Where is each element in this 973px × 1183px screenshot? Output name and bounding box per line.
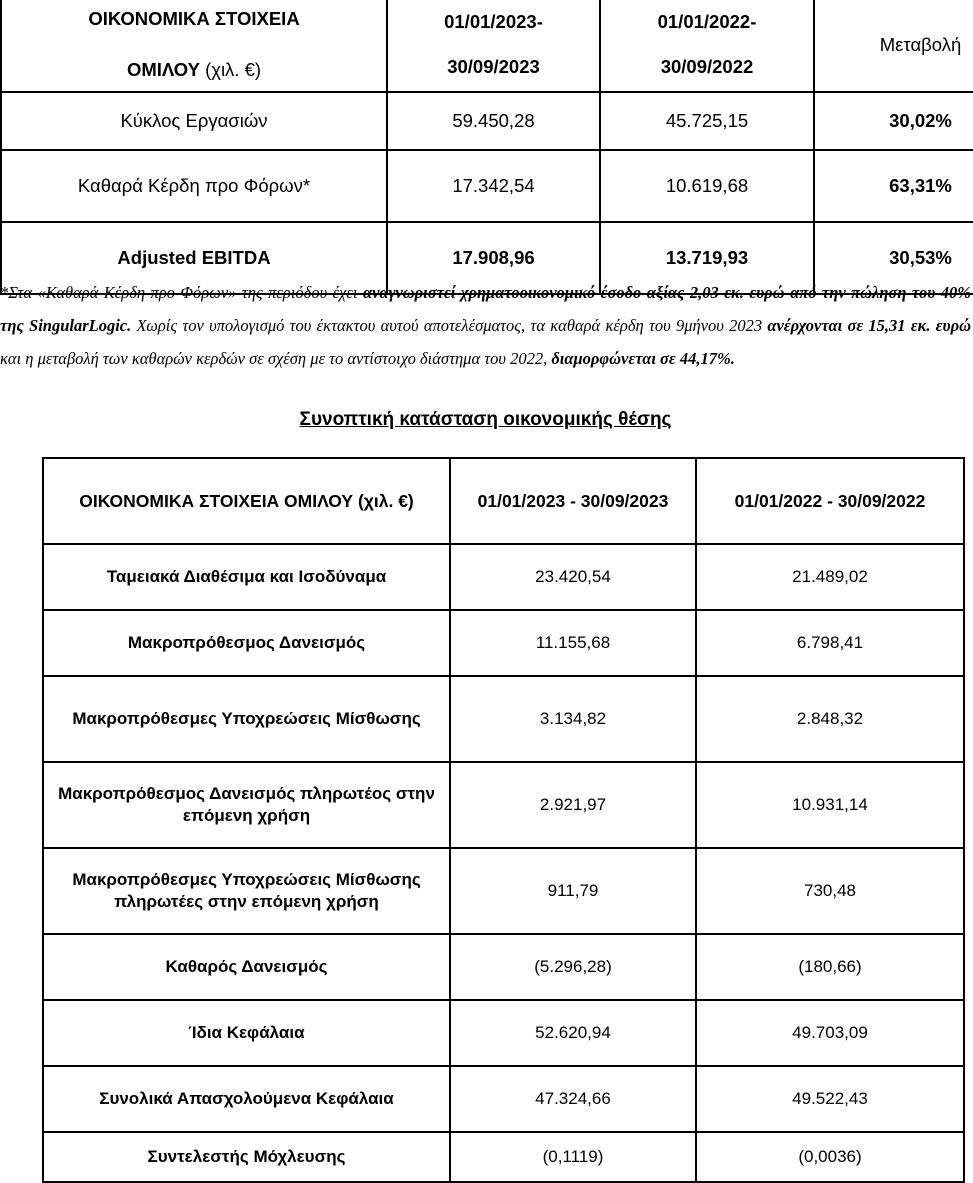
table-row xyxy=(43,848,964,934)
footnote-segment-6-emphasis: διαμορφώνεται σε 44,17%. xyxy=(551,348,735,368)
footnote-segment-3: Χωρίς τον υπολογισμό του έκτακτου αυτού αποτελέσματος, τα καθαρά κέρδη του 9μήνου 2023 xyxy=(131,315,768,335)
cell-value-current: 23.420,54 xyxy=(450,544,696,610)
header-period-current-line2: 30/09/2023 xyxy=(447,56,540,77)
header-cell-metric xyxy=(1,0,387,92)
header-metric-line2 xyxy=(8,57,380,84)
table-row xyxy=(43,762,964,848)
footnote-segment-5: και η μεταβολή των καθαρών κερδών σε σχέση με το αντίστοιχο διάστημα του 2022, xyxy=(0,348,552,368)
header-metric-line1: ΟΙΚΟΝΟΜΙΚΑ ΣΤΟΙΧΕΙΑ xyxy=(88,8,300,30)
cell-value-prior: 49.522,43 xyxy=(696,1066,964,1132)
cell-value-prior: 21.489,02 xyxy=(696,544,964,610)
table-row xyxy=(43,544,964,610)
table-row xyxy=(43,1000,964,1066)
results-summary-table-container xyxy=(0,0,972,295)
cell-value-current: (0,1119) xyxy=(450,1132,696,1182)
cell-value-prior: (180,66) xyxy=(696,934,964,1000)
cell-value-current: 2.921,97 xyxy=(450,762,696,848)
cell-value-current: 911,79 xyxy=(450,848,696,934)
table-row xyxy=(43,676,964,762)
table-row xyxy=(43,1132,964,1182)
cell-value-prior: 45.725,15 xyxy=(600,92,814,150)
cell-value-current: 59.450,28 xyxy=(387,92,600,150)
footnote-segment-2-emphasis: αναγνωριστεί χρηματοοικονομικό έσοδο αξίας 2,03 εκ. ευρώ από την πώληση του 40% της SingularLogic. xyxy=(0,282,972,335)
footnote-paragraph xyxy=(0,276,971,375)
table-row xyxy=(43,934,964,1000)
cell-value-change: 30,53% xyxy=(814,222,973,294)
cell-value-prior: 2.848,32 xyxy=(696,676,964,762)
cell-metric-name: Μακροπρόθεσμες Υποχρεώσεις Μίσθωσης πληρωτέες στην επόμενη χρήση xyxy=(43,848,450,934)
cell-value-prior: 13.719,93 xyxy=(600,222,814,294)
header-cell-period-prior xyxy=(600,0,814,92)
cell-value-current: 52.620,94 xyxy=(450,1000,696,1066)
cell-value-current: 17.908,96 xyxy=(387,222,600,294)
cell-value-prior: 6.798,41 xyxy=(696,610,964,676)
financial-position-table xyxy=(42,457,965,1183)
cell-metric-name: Μακροπρόθεσμος Δανεισμός πληρωτέος στην επόμενη χρήση xyxy=(43,762,450,848)
header-cell-period-current: 01/01/2023 - 30/09/2023 xyxy=(450,458,696,544)
cell-value-prior: 49.703,09 xyxy=(696,1000,964,1066)
cell-metric-name: Ταμειακά Διαθέσιμα και Ισοδύναμα xyxy=(43,544,450,610)
cell-value-prior: 730,48 xyxy=(696,848,964,934)
cell-value-current: 11.155,68 xyxy=(450,610,696,676)
table-header-row xyxy=(1,0,973,92)
table-row xyxy=(43,1066,964,1132)
section-heading: Συνοπτική κατάσταση οικονομικής θέσης xyxy=(299,409,672,430)
footnote-segment-1: *Στα «Καθαρά Κέρδη προ Φόρων» της περιόδου έχει xyxy=(0,282,363,302)
cell-metric-name: Μακροπρόθεσμες Υποχρεώσεις Μίσθωσης xyxy=(43,676,450,762)
cell-metric-name: Adjusted EBITDA xyxy=(1,222,387,294)
cell-value-current: 17.342,54 xyxy=(387,150,600,222)
header-cell-change: Μεταβολή xyxy=(814,0,973,92)
financial-position-table-container xyxy=(42,457,929,1183)
header-metric-line2-bold: ΟΜΙΛΟΥ xyxy=(126,59,200,80)
cell-value-prior: 10.931,14 xyxy=(696,762,964,848)
cell-value-change: 30,02% xyxy=(814,92,973,150)
cell-value-current: 47.324,66 xyxy=(450,1066,696,1132)
header-period-current-line1: 01/01/2023- xyxy=(444,11,543,33)
results-summary-table xyxy=(0,0,973,295)
cell-metric-name: Καθαρά Κέρδη προ Φόρων* xyxy=(1,150,387,222)
table-row xyxy=(1,92,973,150)
header-cell-metric: ΟΙΚΟΝΟΜΙΚΑ ΣΤΟΙΧΕΙΑ ΟΜΙΛΟΥ (χιλ. €) xyxy=(43,458,450,544)
cell-metric-name: Συνολικά Απασχολούμενα Κεφάλαια xyxy=(43,1066,450,1132)
header-cell-period-prior: 01/01/2022 - 30/09/2022 xyxy=(696,458,964,544)
cell-value-current: (5.296,28) xyxy=(450,934,696,1000)
header-cell-period-current xyxy=(387,0,600,92)
table-row xyxy=(1,150,973,222)
cell-metric-name: Κύκλος Εργασιών xyxy=(1,92,387,150)
cell-metric-name: Συντελεστής Μόχλευσης xyxy=(43,1132,450,1182)
header-period-prior-line2: 30/09/2022 xyxy=(660,56,754,77)
header-period-prior-line1: 01/01/2022- xyxy=(657,11,757,33)
cell-value-prior: (0,0036) xyxy=(696,1132,964,1182)
footnote-segment-4-emphasis: ανέρχονται σε 15,31 εκ. ευρώ xyxy=(767,315,972,335)
cell-metric-name: Μακροπρόθεσμος Δανεισμός xyxy=(43,610,450,676)
table-header-row xyxy=(43,458,964,544)
table-row xyxy=(43,610,964,676)
cell-value-current: 3.134,82 xyxy=(450,676,696,762)
cell-value-prior: 10.619,68 xyxy=(600,150,814,222)
cell-value-change: 63,31% xyxy=(814,150,973,222)
cell-metric-name: Ίδια Κεφάλαια xyxy=(43,1000,450,1066)
cell-metric-name: Καθαρός Δανεισμός xyxy=(43,934,450,1000)
header-metric-line2-units: (χιλ. €) xyxy=(199,59,262,80)
